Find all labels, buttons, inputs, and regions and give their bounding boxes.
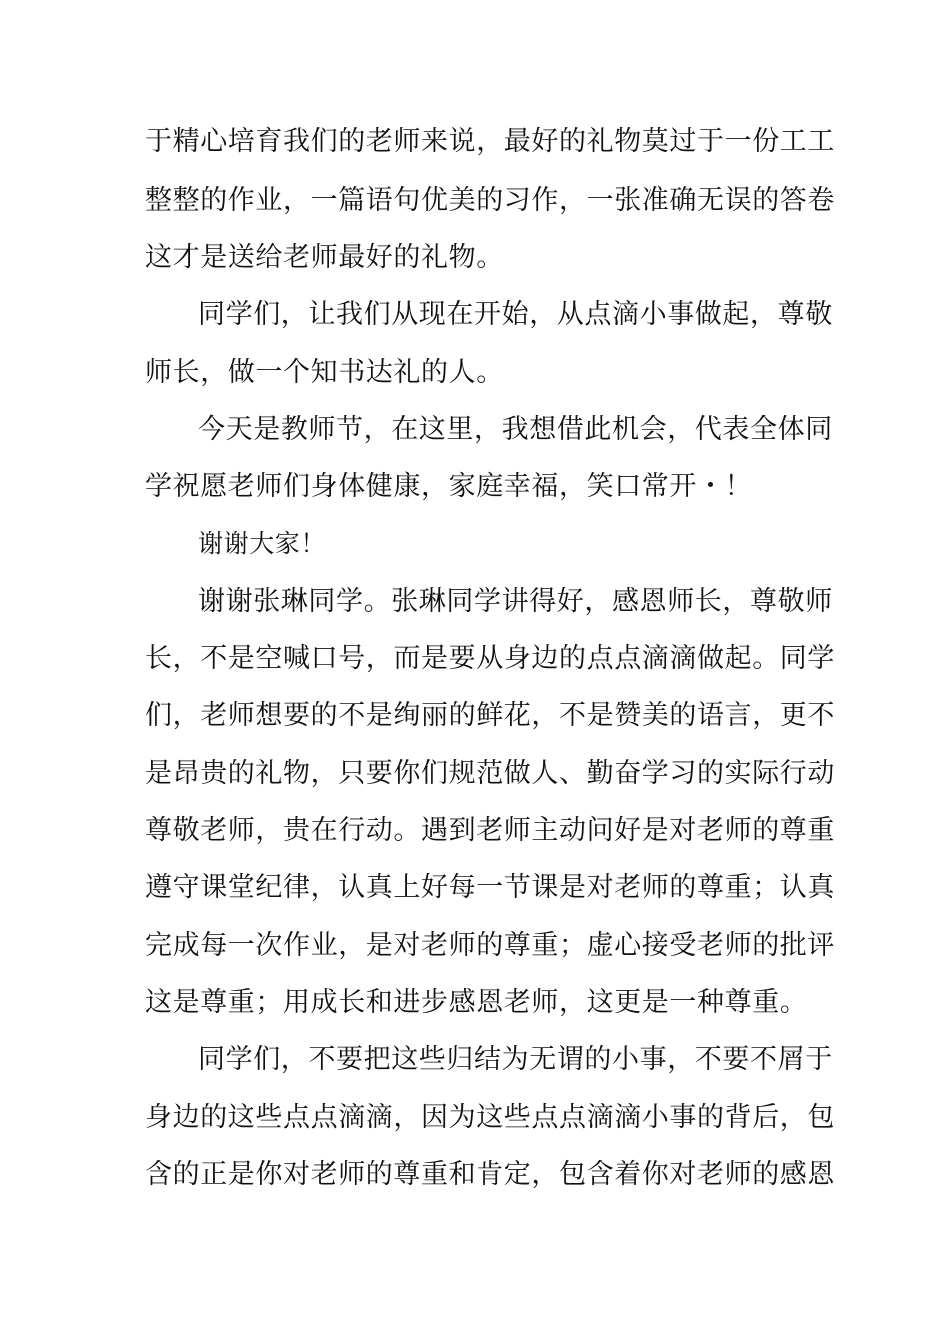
text-line: 完成每一次作业，是对老师的尊重；虚心接受老师的批评 [145, 930, 835, 961]
text-line: 是昂贵的礼物，只要你们规范做人、勤奋学习的实际行动 [145, 758, 835, 789]
text-line: 这才是送给老师最好的礼物。 [145, 242, 504, 273]
text-line: 们，老师想要的不是绚丽的鲜花，不是赞美的语言，更不 [145, 700, 835, 731]
text-line: 身边的这些点点滴滴，因为这些点点滴滴小事的背后，包 [145, 1102, 835, 1133]
text-line: 于精心培育我们的老师来说，最好的礼物莫过于一份工工 [145, 126, 835, 157]
text-line: 尊敬老师，贵在行动。遇到老师主动问好是对老师的尊重 [145, 815, 835, 846]
paragraph-start-line: 今天是教师节，在这里，我想借此机会，代表全体同 [198, 414, 833, 445]
text-line: 长，不是空喊口号，而是要从身边的点点滴滴做起。同学 [145, 643, 835, 674]
paragraph-start-line: 同学们，不要把这些归结为无谓的小事，不要不屑于 [198, 1044, 833, 1075]
closing-line: 谢谢大家！ [198, 529, 327, 558]
text-line: 遵守课堂纪律，认真上好每一节课是对老师的尊重；认真 [145, 872, 835, 903]
text-line: 师长，做一个知书达礼的人。 [145, 357, 504, 388]
text-line: 整整的作业，一篇语句优美的习作，一张准确无误的答卷 [145, 185, 835, 216]
text-line: 含的正是你对老师的尊重和肯定，包含着你对老师的感恩 [145, 1159, 835, 1190]
paragraph-start-line: 同学们，让我们从现在开始，从点滴小事做起，尊敬 [198, 299, 833, 330]
text-line: 这是尊重；用成长和进步感恩老师，这更是一种尊重。 [145, 987, 808, 1018]
paragraph-start-line: 谢谢张琳同学。张琳同学讲得好，感恩师长，尊敬师 [198, 586, 833, 617]
text-line: 学祝愿老师们身体健康，家庭幸福，笑口常开・！ [145, 471, 753, 502]
